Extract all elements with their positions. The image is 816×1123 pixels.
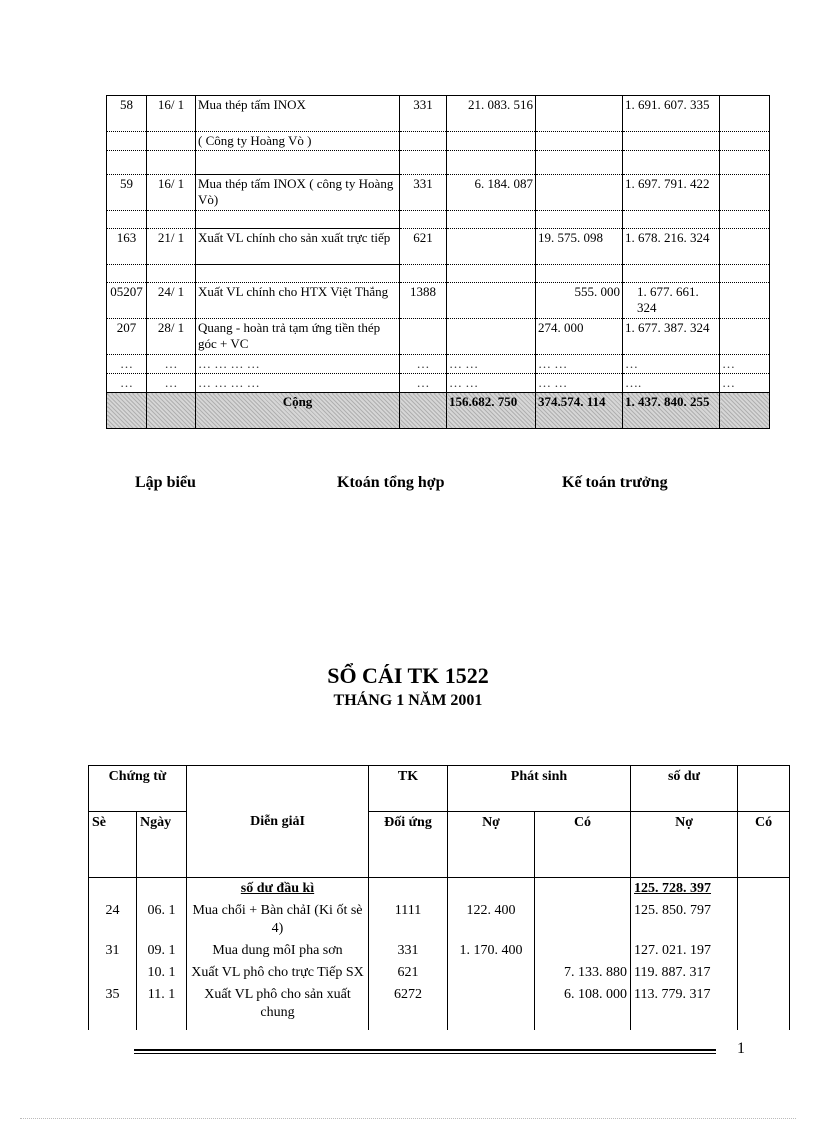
ledger-cell-no xyxy=(447,132,536,151)
ledger-cell-ngay: 24/ 1 xyxy=(147,283,196,319)
ledger-cell-extra xyxy=(720,265,770,283)
ledger-row xyxy=(107,374,770,393)
page-bottom-border xyxy=(20,1118,796,1119)
sig-ke-toan-truong: Kế toán trưởng xyxy=(562,474,668,491)
so-cai-filler-cell xyxy=(738,1024,790,1030)
ledger-cell-extra xyxy=(720,96,770,132)
sig-ktoan-tong-hop: Ktoán tổng hợp xyxy=(337,474,445,491)
hdr-so-du: số dư xyxy=(631,766,738,812)
ledger-cell-ngay: … xyxy=(147,374,196,393)
ledger-cell-co: … … xyxy=(536,374,623,393)
so-cai-cell-co: 7. 133. 880 xyxy=(535,962,631,984)
ledger-cell-ngay: 16/ 1 xyxy=(147,175,196,211)
ledger-cell-du: … xyxy=(623,355,720,374)
ledger-cell-extra xyxy=(720,211,770,229)
so-cai-cell-dien-giai: Mua dung môI pha sơn xyxy=(187,940,369,962)
opening-row xyxy=(89,878,790,901)
so-cai-cell-du-co xyxy=(738,900,790,940)
ledger-cell-extra xyxy=(720,283,770,319)
so-cai-cell-dien-giai: Xuất VL phô cho sản xuất chung xyxy=(187,984,369,1024)
so-cai-cell-tk: 621 xyxy=(369,962,448,984)
ledger-cell-co xyxy=(536,96,623,132)
ledger-cell-co xyxy=(536,175,623,211)
ledger-cell-no: 6. 184. 087 xyxy=(447,175,536,211)
so-cai-cell-no xyxy=(448,984,535,1024)
ledger-cell-so: … xyxy=(107,355,147,374)
so-cai-row xyxy=(89,962,790,984)
so-cai-filler-cell xyxy=(137,1024,187,1030)
so-cai-cell-tk: 331 xyxy=(369,940,448,962)
ledger-row xyxy=(107,96,770,132)
total-co: 374.574. 114 xyxy=(536,393,623,429)
ledger-row xyxy=(107,132,770,151)
so-cai-row xyxy=(89,940,790,962)
so-cai-cell-du-co xyxy=(738,984,790,1024)
so-cai-cell-co: 6. 108. 000 xyxy=(535,984,631,1024)
ledger-cell-du xyxy=(623,151,720,175)
ledger-cell-extra: … xyxy=(720,355,770,374)
so-cai-cell-ngay: 06. 1 xyxy=(137,900,187,940)
ledger-cell-ngay xyxy=(147,211,196,229)
ledger-cell-so xyxy=(107,211,147,229)
ledger-cell-dien-giai xyxy=(196,265,400,283)
hdr-dien-giai: Diễn giảI xyxy=(187,766,369,878)
hdr-co: Có xyxy=(535,812,631,878)
hdr-phat-sinh: Phát sinh xyxy=(448,766,631,812)
ledger-cell-ngay: 28/ 1 xyxy=(147,319,196,355)
ledger-cell-dien-giai: Xuất VL chính cho sản xuất trực tiếp xyxy=(196,229,400,265)
ledger-cell-so: … xyxy=(107,374,147,393)
so-cai-cell-se: 31 xyxy=(89,940,137,962)
ledger-cell-so xyxy=(107,151,147,175)
hdr-doi-ung: Đối ứng xyxy=(369,812,448,878)
so-cai-cell-du-no: 113. 779. 317 xyxy=(631,984,738,1024)
so-cai-cell-no: 122. 400 xyxy=(448,900,535,940)
so-cai-cell-se: 24 xyxy=(89,900,137,940)
ledger-cell-tk xyxy=(400,319,447,355)
ledger-cell-so: 207 xyxy=(107,319,147,355)
ledger-cell-co: 555. 000 xyxy=(536,283,623,319)
so-cai-cell-co xyxy=(535,940,631,962)
ledger-cell-co: 19. 575. 098 xyxy=(536,229,623,265)
so-cai-cell-ngay: 11. 1 xyxy=(137,984,187,1024)
ledger-cell-tk: 331 xyxy=(400,96,447,132)
opening-value: 125. 728. 397 xyxy=(634,881,712,896)
so-cai-cell-no xyxy=(448,962,535,984)
ledger-cell-ngay: 16/ 1 xyxy=(147,96,196,132)
ledger-cell-dien-giai: … … … … xyxy=(196,355,400,374)
ledger-cell-du: 1. 678. 216. 324 xyxy=(623,229,720,265)
so-cai-table xyxy=(88,765,790,1030)
hdr-chung-tu: Chứng từ xyxy=(89,766,187,812)
hdr-tk: TK xyxy=(369,766,448,812)
ledger-cell-du xyxy=(623,132,720,151)
ledger-cell-no xyxy=(447,283,536,319)
ledger-cell-co: 274. 000 xyxy=(536,319,623,355)
so-cai-filler-cell xyxy=(369,1024,448,1030)
ledger-cell-no: … … xyxy=(447,355,536,374)
so-cai-cell-se: 35 xyxy=(89,984,137,1024)
ledger-cell-ngay: … xyxy=(147,355,196,374)
total-empty xyxy=(147,393,196,429)
so-cai-row xyxy=(89,984,790,1024)
ledger-row xyxy=(107,355,770,374)
ledger-cell-tk: 621 xyxy=(400,229,447,265)
so-cai-cell-du-co xyxy=(738,940,790,962)
hdr-du-no: Nợ xyxy=(631,812,738,878)
ledger-cell-tk: … xyxy=(400,374,447,393)
ledger-total-row xyxy=(107,393,770,429)
so-cai-cell-du-no: 125. 850. 797 xyxy=(631,900,738,940)
total-empty xyxy=(400,393,447,429)
page-title: SỔ CÁI TK 1522 xyxy=(327,663,489,688)
ledger-cell-dien-giai: … … … … xyxy=(196,374,400,393)
ledger-cell-so: 163 xyxy=(107,229,147,265)
ledger-cell-dien-giai: Quang - hoàn trả tạm ứng tiền thép góc + VC xyxy=(196,319,400,355)
ledger-row xyxy=(107,283,770,319)
so-cai-cell-du-no: 119. 887. 317 xyxy=(631,962,738,984)
page-subtitle: THÁNG 1 NĂM 2001 xyxy=(333,692,483,709)
ledger-cell-dien-giai xyxy=(196,211,400,229)
ledger-cell-so: 05207 xyxy=(107,283,147,319)
ledger-cell-no xyxy=(447,211,536,229)
so-cai-filler-cell xyxy=(187,1024,369,1030)
ledger-cell-co xyxy=(536,132,623,151)
ledger-row xyxy=(107,265,770,283)
so-cai-filler-cell xyxy=(448,1024,535,1030)
so-cai-cell-ngay: 10. 1 xyxy=(137,962,187,984)
ledger-cell-tk: 1388 xyxy=(400,283,447,319)
ledger-cell-no: … … xyxy=(447,374,536,393)
ledger-cell-tk: 331 xyxy=(400,175,447,211)
ledger-cell-dien-giai xyxy=(196,151,400,175)
ledger-cell-so: 58 xyxy=(107,96,147,132)
ledger-table xyxy=(106,95,770,429)
ledger-row xyxy=(107,319,770,355)
ledger-cell-du: 1. 691. 607. 335 xyxy=(623,96,720,132)
hdr-ngay: Ngày xyxy=(137,812,187,878)
sig-lap-bieu: Lập biểu xyxy=(135,474,196,491)
so-cai-cell-du-no: 127. 021. 197 xyxy=(631,940,738,962)
hdr-no: Nợ xyxy=(448,812,535,878)
ledger-cell-du: …. xyxy=(623,374,720,393)
ledger-cell-du xyxy=(623,211,720,229)
hdr-se: Sè xyxy=(89,812,137,878)
ledger-cell-so: 59 xyxy=(107,175,147,211)
ledger-row xyxy=(107,175,770,211)
ledger-cell-no xyxy=(447,229,536,265)
ledger-cell-du xyxy=(623,265,720,283)
ledger-cell-no xyxy=(447,265,536,283)
ledger-cell-tk xyxy=(400,132,447,151)
ledger-cell-dien-giai: Mua thép tấm INOX xyxy=(196,96,400,132)
ledger-cell-ngay xyxy=(147,132,196,151)
so-cai-cell-ngay: 09. 1 xyxy=(137,940,187,962)
so-cai-filler-cell xyxy=(89,1024,137,1030)
ledger-cell-no: 21. 083. 516 xyxy=(447,96,536,132)
hdr-empty xyxy=(738,766,790,812)
ledger-cell-so xyxy=(107,132,147,151)
so-cai-cell-dien-giai: Xuất VL phô cho trực Tiếp SX xyxy=(187,962,369,984)
total-empty xyxy=(107,393,147,429)
total-no: 156.682. 750 xyxy=(447,393,536,429)
ledger-cell-tk xyxy=(400,265,447,283)
footer-rule-thin xyxy=(134,1053,716,1054)
ledger-cell-tk xyxy=(400,211,447,229)
ledger-row xyxy=(107,151,770,175)
ledger-cell-co xyxy=(536,265,623,283)
so-cai-row xyxy=(89,900,790,940)
opening-label: số dư đầu kì xyxy=(240,881,315,896)
ledger-cell-no xyxy=(447,151,536,175)
ledger-cell-dien-giai: ( Công ty Hoàng Vò ) xyxy=(196,132,400,151)
footer-rule xyxy=(134,1049,716,1051)
ledger-cell-tk: … xyxy=(400,355,447,374)
so-cai-filler-row xyxy=(89,1024,790,1030)
so-cai-cell-tk: 1111 xyxy=(369,900,448,940)
ledger-cell-tk xyxy=(400,151,447,175)
so-cai-filler-cell xyxy=(631,1024,738,1030)
ledger-cell-ngay xyxy=(147,151,196,175)
ledger-cell-so xyxy=(107,265,147,283)
so-cai-cell-dien-giai: Mua chổi + Bàn chảI (Ki ốt sè 4) xyxy=(187,900,369,940)
page-number: 1 xyxy=(737,1040,745,1057)
ledger-cell-dien-giai: Mua thép tấm INOX ( công ty Hoàng Vò) xyxy=(196,175,400,211)
so-cai-cell-no: 1. 170. 400 xyxy=(448,940,535,962)
ledger-cell-du: 1. 697. 791. 422 xyxy=(623,175,720,211)
total-du: 1. 437. 840. 255 xyxy=(623,393,720,429)
ledger-cell-extra: … xyxy=(720,374,770,393)
hdr-du-co: Có xyxy=(738,812,790,878)
so-cai-cell-tk: 6272 xyxy=(369,984,448,1024)
so-cai-cell-co xyxy=(535,900,631,940)
ledger-cell-dien-giai: Xuất VL chính cho HTX Việt Thắng xyxy=(196,283,400,319)
ledger-cell-co: … … xyxy=(536,355,623,374)
ledger-cell-extra xyxy=(720,151,770,175)
ledger-cell-ngay xyxy=(147,265,196,283)
ledger-cell-extra xyxy=(720,132,770,151)
ledger-row xyxy=(107,211,770,229)
total-label: Cộng xyxy=(196,393,400,429)
ledger-row xyxy=(107,229,770,265)
ledger-cell-co xyxy=(536,211,623,229)
ledger-cell-extra xyxy=(720,175,770,211)
ledger-cell-extra xyxy=(720,229,770,265)
so-cai-filler-cell xyxy=(535,1024,631,1030)
ledger-cell-du: 1. 677. 661. 324 xyxy=(623,283,720,319)
ledger-cell-no xyxy=(447,319,536,355)
ledger-cell-extra xyxy=(720,319,770,355)
ledger-cell-co xyxy=(536,151,623,175)
ledger-cell-du: 1. 677. 387. 324 xyxy=(623,319,720,355)
so-cai-cell-du-co xyxy=(738,962,790,984)
total-empty xyxy=(720,393,770,429)
ledger-cell-ngay: 21/ 1 xyxy=(147,229,196,265)
so-cai-cell-se xyxy=(89,962,137,984)
